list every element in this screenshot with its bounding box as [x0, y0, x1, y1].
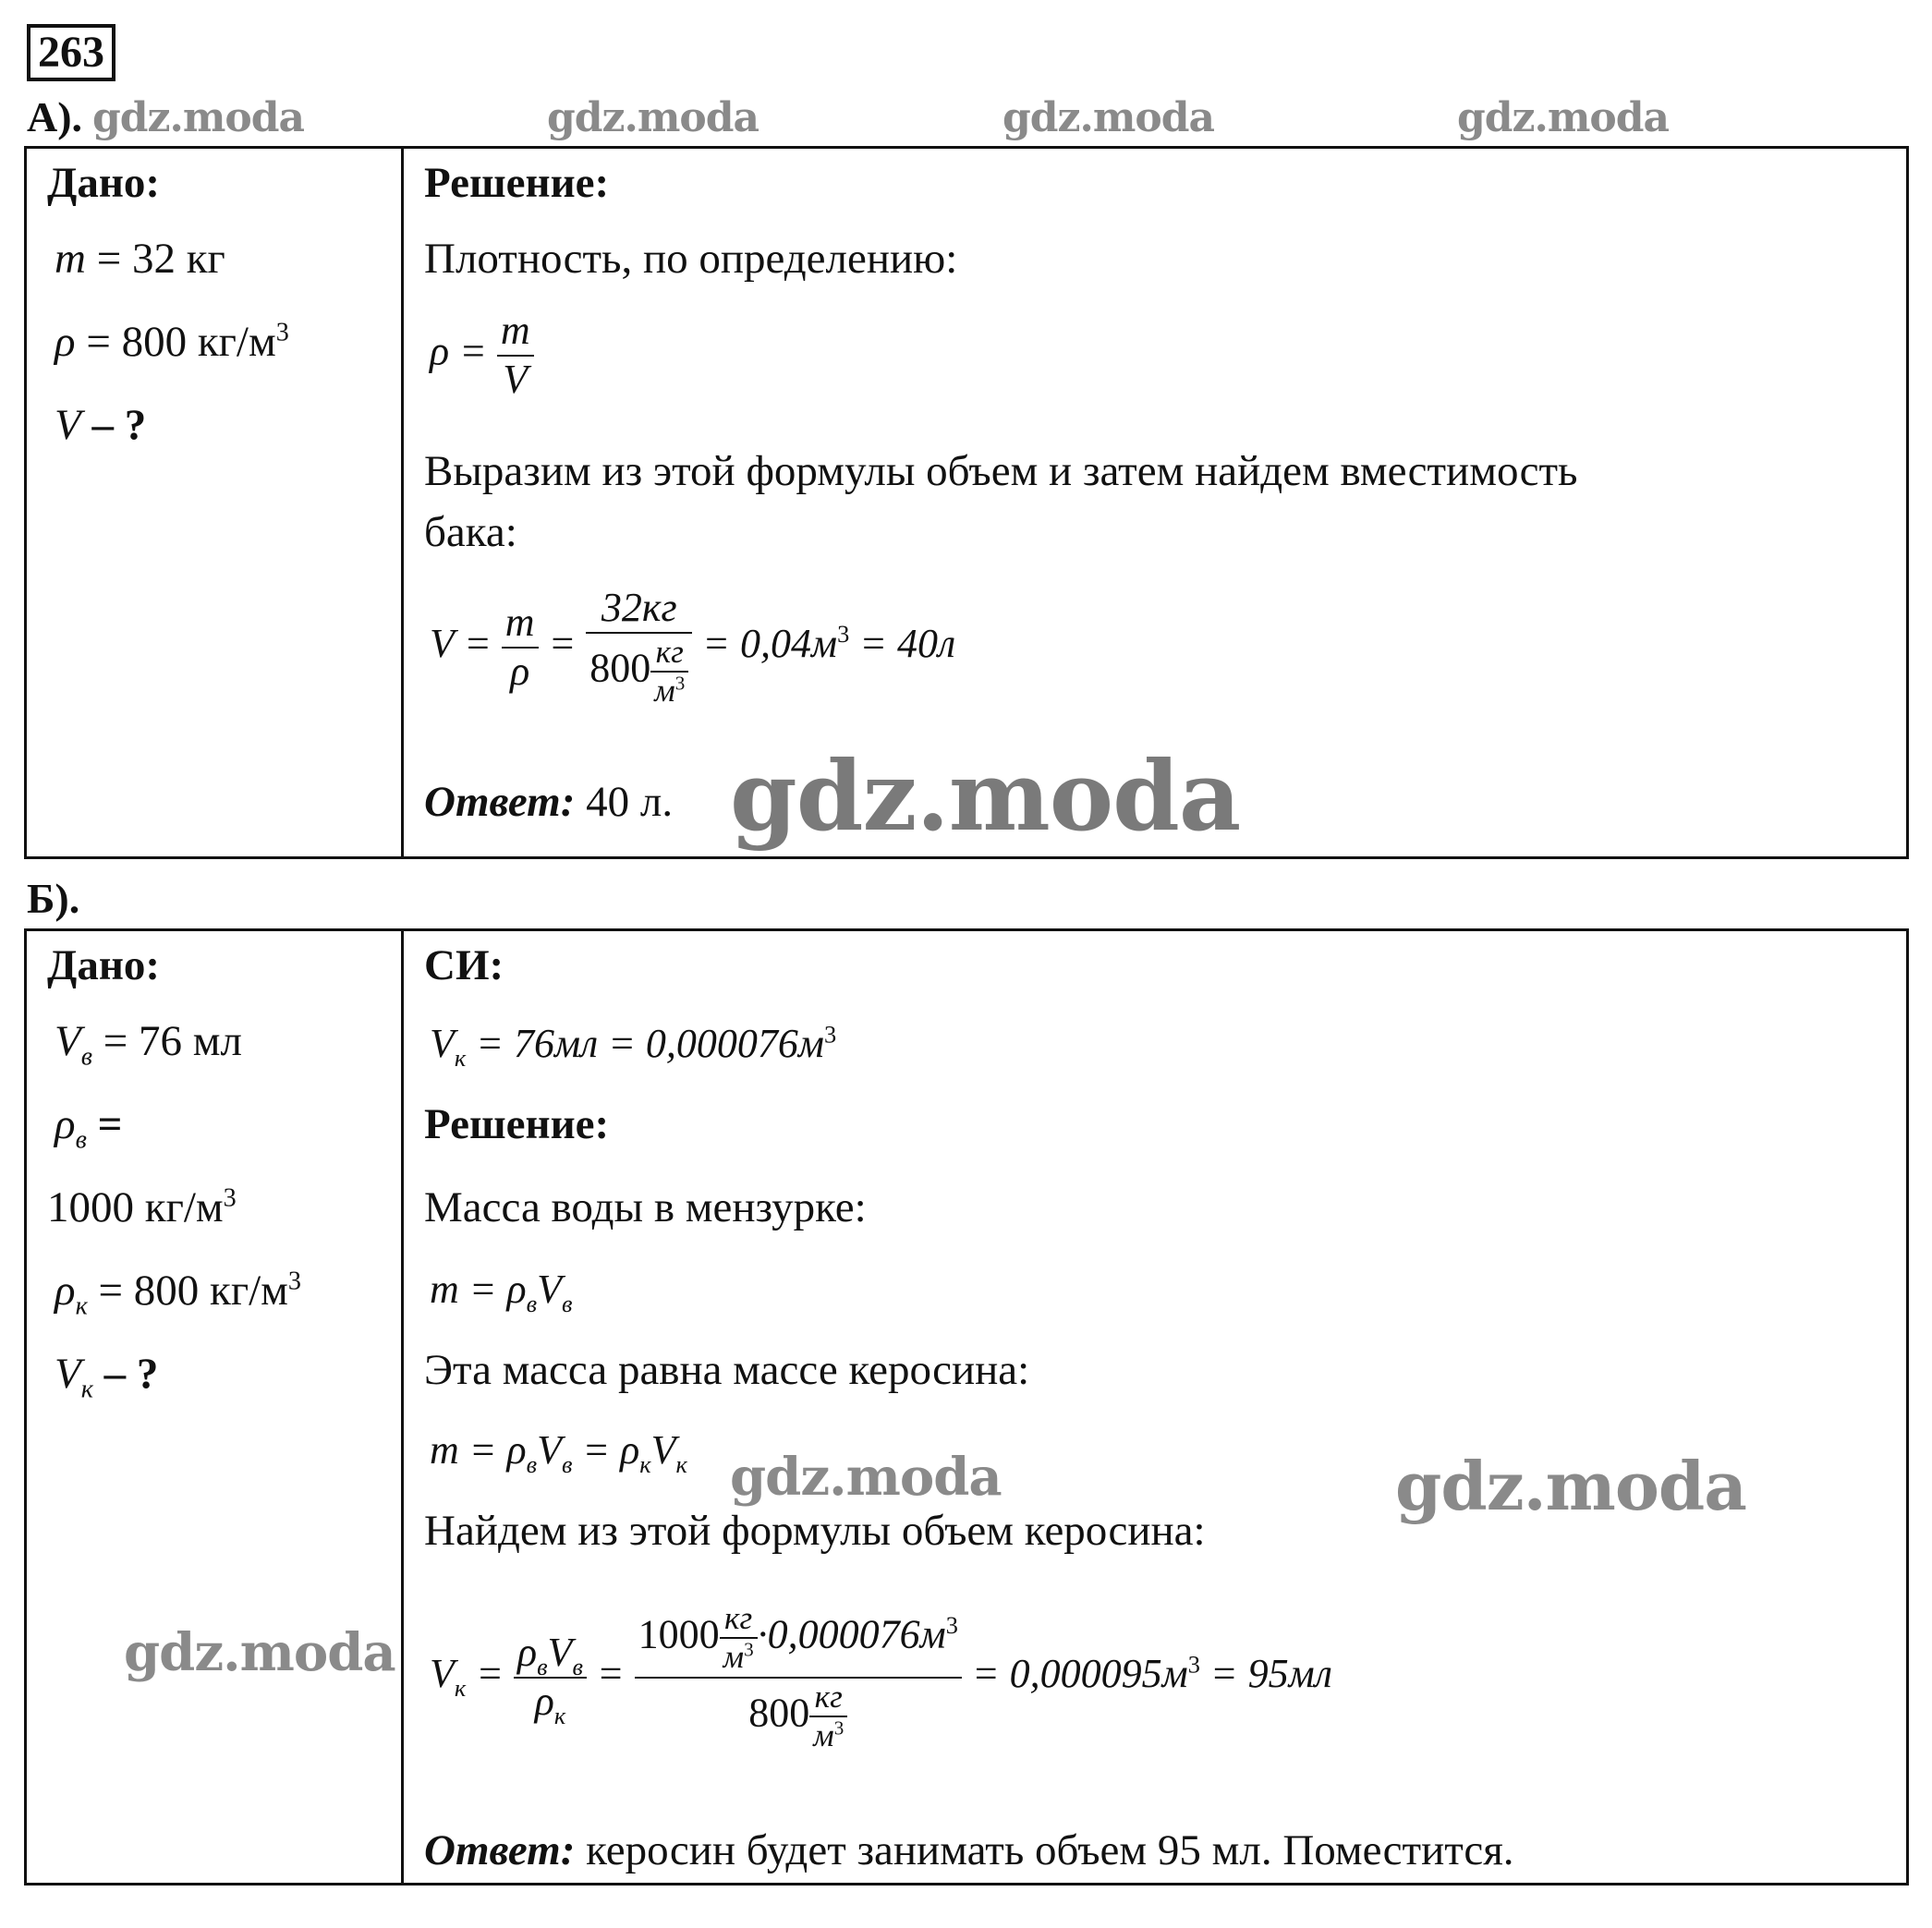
- part-a-label: А).: [27, 93, 83, 140]
- kerosene-volume-formula: $V_к$ = $\frac{\rho_вV_в}{\rho_к}$ = 1000 $\frac{кг}{м^3}$ $\cdot 0,000076м^3$ 800 $\frac{кг}{м^3}$ = $0,000095м^3 = 95мл$: [430, 1600, 1332, 1754]
- solution-text: бака:: [424, 508, 517, 556]
- watermark: gdz.moda: [1002, 94, 1215, 141]
- solution-text: Масса воды в мензурке:: [424, 1183, 867, 1231]
- density-formula: ρ = $\frac{m}{V}$: [430, 308, 534, 403]
- mass-equality-formula: $m = \rho_вV_в = \rho_кV_к$: [430, 1427, 687, 1478]
- given-water-density-value: 1000 $кг/м^3$: [47, 1183, 237, 1231]
- solution-text: Плотность, по определению:: [424, 235, 958, 283]
- watermark: gdz.moda: [1457, 94, 1670, 141]
- given-heading: Дано:: [47, 159, 161, 207]
- given-water-density: $\rho_в$ =: [55, 1100, 123, 1155]
- part-b-table: [24, 928, 1909, 1886]
- part-b-label: Б).: [27, 875, 80, 922]
- si-formula: $V_к = 76мл = 0,000076м^3$: [430, 1020, 837, 1072]
- solution-text: Эта масса равна массе керосина:: [424, 1346, 1030, 1394]
- given-heading: Дано:: [47, 941, 161, 989]
- given-unknown: V – ?: [55, 401, 147, 449]
- solution-text: Найдем из этой формулы объем керосина:: [424, 1507, 1206, 1555]
- given-density: ρ = 800 $кг/м^3$: [55, 318, 289, 366]
- watermark: gdz.moda: [1395, 1447, 1746, 1525]
- given-unknown: $V_к$ – ?: [55, 1350, 159, 1404]
- watermark: gdz.moda: [547, 94, 759, 141]
- watermark: gdz.moda: [124, 1622, 395, 1683]
- given-mass: m = 32 кг: [55, 235, 225, 283]
- watermark: gdz.moda: [730, 1447, 1002, 1508]
- watermark: gdz.moda: [92, 94, 305, 141]
- solution-text: Выразим из этой формулы объем и затем найдем вместимость: [424, 447, 1578, 495]
- column-divider: [401, 149, 404, 856]
- volume-formula: V = $\frac{m}{\rho}$ = 32кг 800 $\frac{кг}{м^3}$ = $0,04м^3 = 40л$: [430, 585, 956, 709]
- solution-heading: Решение:: [424, 1100, 610, 1148]
- problem-number: 263: [27, 24, 115, 81]
- answer: Ответ: 40 л.: [424, 778, 674, 826]
- given-water-volume: $V_в = 76$ мл: [55, 1017, 242, 1072]
- si-heading: СИ:: [424, 941, 504, 989]
- watermark: gdz.moda: [730, 739, 1241, 853]
- column-divider: [401, 931, 404, 1883]
- given-kerosene-density: $\rho_к = 800$ $кг/м^3$: [55, 1267, 302, 1321]
- mass-formula: $m = \rho_вV_в$: [430, 1267, 573, 1317]
- answer: Ответ: керосин будет занимать объем 95 мл. Поместится.: [424, 1826, 1514, 1874]
- solution-heading: Решение:: [424, 159, 610, 207]
